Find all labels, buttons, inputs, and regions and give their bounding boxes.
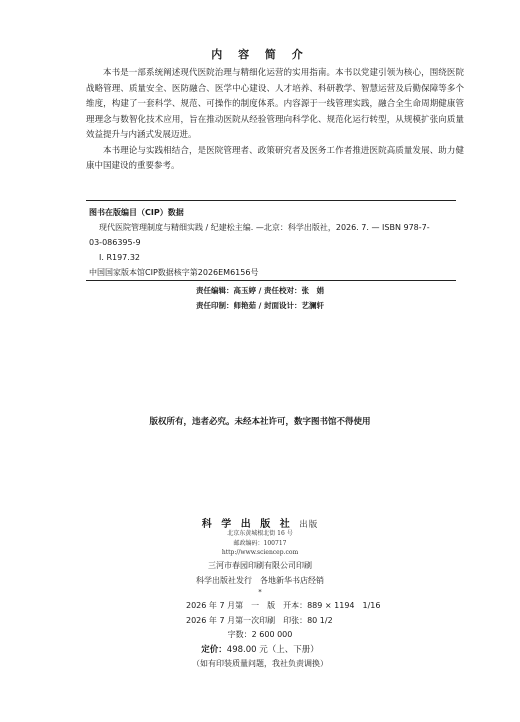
publisher-name-text: 科 学 出 版 社 (201, 519, 293, 530)
price-label: 定价： (201, 644, 227, 655)
cip-line-2: 03-086395-9 (89, 238, 141, 247)
credits-production: 责任印制：师艳茹 / 封面设计：艺澜轩 (196, 301, 324, 310)
printing-info (0, 558, 520, 588)
price-value: 498.00 元（上、下册） (226, 644, 319, 655)
quality-note: （如有印装质量问题，我社负责调换） (192, 659, 328, 668)
separator-asterisk: * (258, 588, 262, 596)
cip-block (89, 205, 454, 280)
cip-line-4: 中国国家版本馆CIP数据核字第2026EM6156号 (89, 268, 259, 277)
summary-paragraph-1: 本书是一部系统阐述现代医院治理与精细化运营的实用指南。本书以党建引领为核心，围绕医院战略管理、质量安全、医防融合、医学中心建设、人才培养、科研教学、智慧运营及后勤保障等多个维度，构建了一套科学、规范、可操作的制度体系。内容源于一线管理实践，融合全生命周期健康管理理念与数智化技术应用，旨在推动医院从经验管理向科学化、规范化运行转型，从规模扩张向质量效益提升与内涵式发展迈进。 (86, 68, 464, 140)
summary-section (86, 66, 464, 175)
credits-editor: 责任编辑：高玉婷 / 责任校对：张 娟 (196, 286, 324, 295)
publisher-suffix: 出版 (299, 520, 319, 530)
publisher-postcode: 邮政编码：100717 (233, 539, 287, 547)
page-title: 内 容 简 介 (211, 48, 309, 61)
price-line (0, 643, 520, 658)
cip-heading: 图书在版编目（CIP）数据 (89, 208, 184, 217)
distribution: 科学出版社发行 各地新华书店经销 (196, 576, 324, 585)
word-count: 字数：2 600 000 (227, 630, 293, 639)
edition-line-1: 2026 年 7 月第 一 版 开本：889 × 1194 1/16 (186, 601, 381, 610)
summary-paragraph-2: 本书理论与实践相结合，是医院管理者、政策研究者及医务工作者推进医院高质量发展、助力健康中国建设的重要参考。 (86, 145, 464, 171)
edition-info (0, 599, 520, 672)
cip-top-rule (86, 200, 456, 201)
credits-block (0, 283, 520, 313)
printer: 三河市春园印刷有限公司印刷 (208, 561, 312, 570)
cip-bottom-rule (86, 280, 456, 281)
edition-line-2: 2026 年 7 月第一次印刷 印张：80 1/2 (186, 615, 333, 625)
publisher-name (0, 515, 520, 530)
publisher-url: http://www.sciencep.com (221, 549, 299, 556)
copyright-notice: 版权所有，违者必究。未经本社许可，数字图书馆不得使用 (149, 417, 371, 427)
cip-line-1: 现代医院管理制度与精细实践 / 纪建松主编. —北京：科学出版社，2026. 7. — ISBN 978-7- (99, 223, 430, 232)
cip-line-3: Ⅰ. R197.32 (99, 253, 140, 262)
publisher-address: 北京东黄城根北街 16 号 (227, 530, 293, 537)
publisher-details (0, 529, 520, 558)
